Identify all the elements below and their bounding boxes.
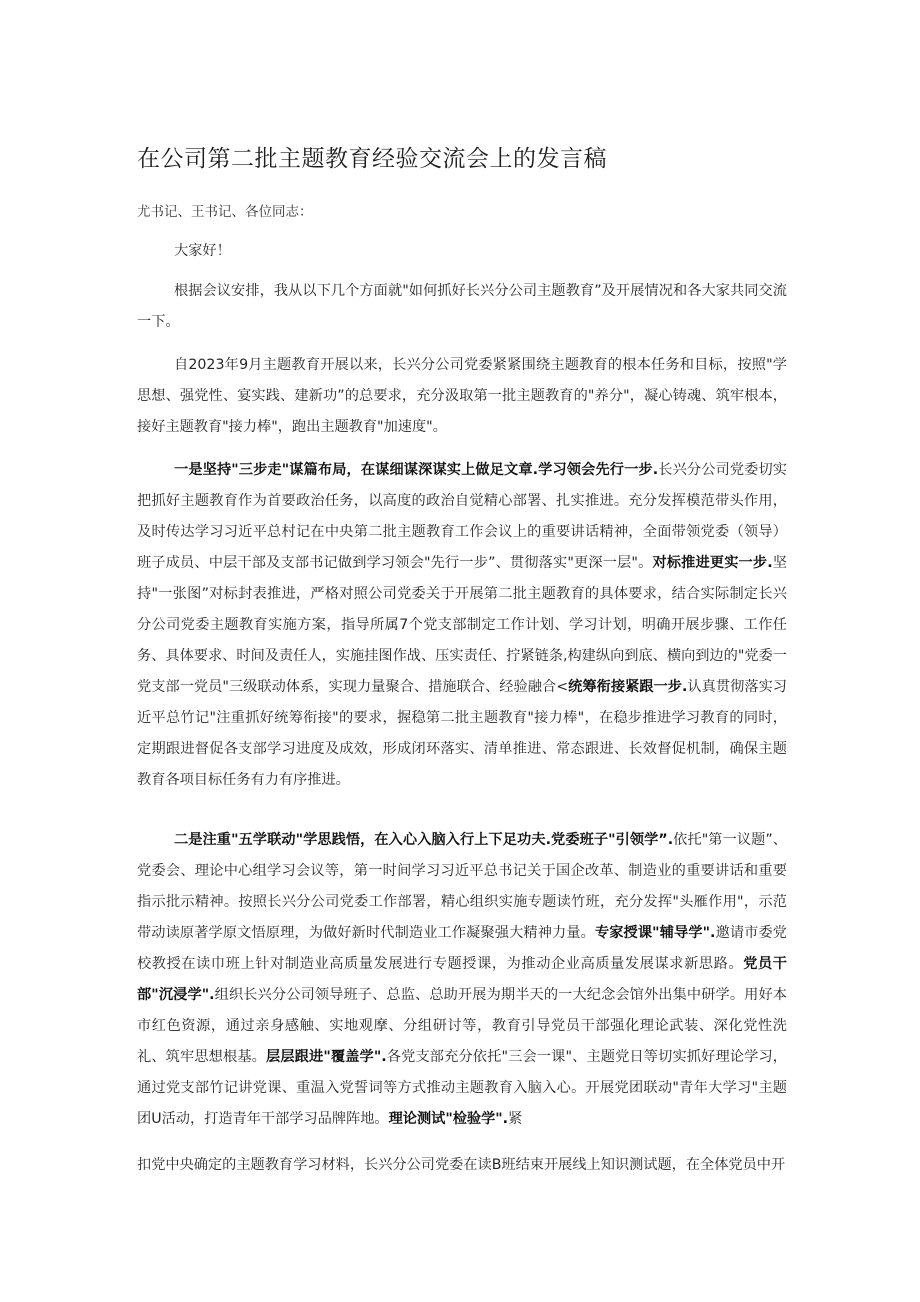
section-two-text: 紧 (508, 1111, 523, 1127)
section-two-text: 依托"第一议题”、党委会、理论中心组学习会议等，第一时间学习习近平总书记关于国企改革、制造业的重要讲话和重要指示批示精神。按照长兴分公司党委工作部署，精心组织实施专题读竹班，充分发挥"头雁作用"，示范带动读原著学原文悟原理，为做好新时代制造业工作凝聚强大精神力量。 (137, 832, 787, 941)
section-one-text: 长兴分公司党委切实把抓好主题教育作为首要政治任务，以高度的政治自觉精心部署、扎实推进。充分发挥模范带头作用，及时传达学习习近平总村记在中央第二批主题教育工作会议上的重要讲话精神，全面带领党委（领导）班子成员、中层干部及支部书记做到学习领会"先行一步”、贯彻落实"更深一层"。 (137, 462, 787, 571)
section-one-text: 坚持"一张图”对标封表推进，严格对照公司党委关于开展第二批主题教育的具体要求，结合实际制定长兴分公司党委主题教育实施方案，指导所属7个党支部制定工作计划、学习计划，明确开展步骤、工作任务、具体要求、时间及责任人，实施挂图作战、压实责任、拧紧链条,构建纵向到底、横向到边的"党委一党支部一党员"三级联动体系，实现力量聚合、措施联合、经验融合< (137, 555, 787, 695)
section-two-subheading: 党员干部"沉浸学". (137, 956, 787, 1003)
section-two-paragraph (137, 825, 787, 1135)
overview-paragraph: 自2023年9月主题教育开展以来，长兴分公司党委紧紧围绕主题教育的根本任务和目标，按照"学思想、强党性、宴实践、建新功”的总要求，充分汲取第一批主题教育的"养分"，凝心铸魂、筑牢根本，接好主题教育"接力棒"，跑出主题教育"加速度"。 (137, 357, 787, 435)
section-two-heading: 二是注重"五学联动"学思践悟，在入心入脑入行上下足功夫.党委班子"引领学”. (174, 832, 674, 848)
section-two-subheading: 专家授课"辅导学". (594, 925, 716, 941)
intro-paragraph: 根据会议安排，我从以下几个方面就"如何抓好长兴分公司主题教育”及开展情况和各大家共同交流一下。 (137, 283, 787, 330)
salutation: 尤书记、王书记、各位同志： (137, 204, 313, 220)
section-two-text: 邀请市委党校教授在读巾班上针对制造业高质量发展进行专题授课，为推动企业高质量发展谋求新思路。 (137, 925, 787, 972)
section-one-heading: 一是坚持"三步走"谋篇布局，在谋细谋深谋实上做足文章.学习领会先行一步. (174, 462, 659, 478)
section-two-text: 组织长兴分公司领导班子、总监、总助开展为期半天的一大纪念会馆外出集中研学。用好本市红色资源，通过亲身感触、实地观摩、分组研讨等，教育引导党员干部强化理论武装、深化党性洗礼、筑牢思想根基。 (137, 987, 787, 1065)
section-one-text: 认真贯彻落实习近平总竹记"注重抓好统筹衔接"的要求，握稳第二批主题教育"接力棒"，在稳步推进学习教育的同时，定期跟进督促各支部学习进度及成效，形成闭环落实、清单推进、常态跟进、长效督促机制，确保主题教育各项目标任务有力有序推进。 (137, 679, 787, 788)
section-two-text: 各党支部充分依托"三会一课"、主题党日等切实抓好理论学习，通过党支部竹记讲党课、重温入党誓词等方式推动主题教育入脑入心。开展党团联动"青年大学习"主题团U活动，打造青年干部学习品牌阵地。 (137, 1049, 787, 1127)
section-one-subheading: 统筹衔接紧跟一步. (568, 679, 688, 695)
section-two-subheading: 层层跟进"覆盖学". (266, 1049, 387, 1065)
section-two-subheading: 理论测试"检验学". (388, 1111, 509, 1127)
section-one-subheading: 对标推进更实一步. (652, 555, 773, 571)
document-title: 在公司第二批主题教育经验交流会上的发言稿 (137, 146, 607, 172)
section-one-paragraph (137, 455, 787, 796)
greeting-paragraph: 大家好！ (174, 243, 231, 259)
continuation-paragraph: 扣党中央确定的主题教育学习材料，长兴分公司党委在读B班结束开展线上知识测试题，在全体党员中开 (137, 1157, 786, 1173)
